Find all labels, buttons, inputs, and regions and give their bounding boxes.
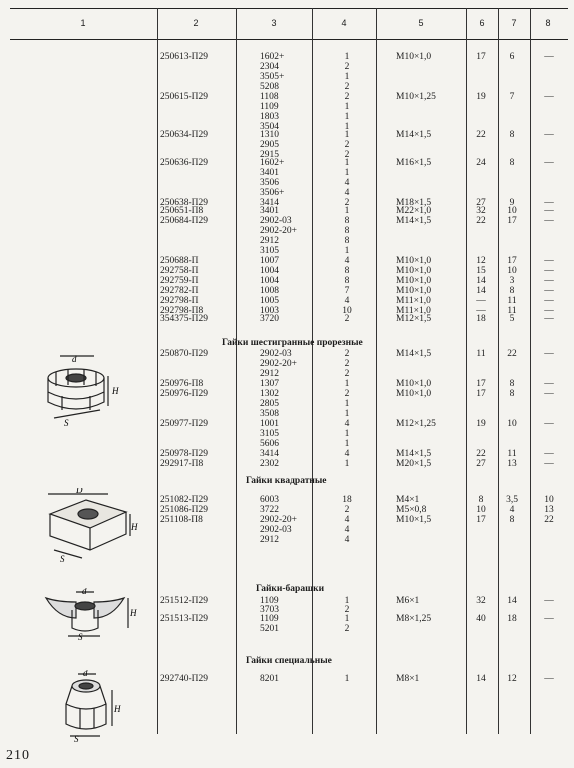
table-cell-c2: 250870-П29 [160,349,209,359]
table-cell-c4: 7 [344,286,350,296]
column-divider [498,8,499,734]
table-cell-c3: 1602+ [260,52,285,62]
table-cell-c2: 250615-П29 [160,92,209,102]
table-cell-c8: — [544,379,554,389]
dimension-label-s: S [78,632,83,640]
table-cell-c5: M8×1,25 [396,614,432,624]
table-cell-c7: 18 [507,614,517,624]
table-cell-c7: 14 [507,596,517,606]
table-cell-c2: 292917-П8 [160,459,204,469]
table-cell-c4: 1 [344,409,350,419]
table-cell-c5: M10×1,0 [396,276,432,286]
table-cell-c2: 251513-П29 [160,614,209,624]
table-cell-c6: 17 [476,389,486,399]
section-title-wing-nuts: Гайки-барашки [256,584,325,594]
table-cell-c3: 2902-20+ [260,515,298,525]
table-cell-c5: M16×1,5 [396,158,432,168]
table-cell-c6: 32 [476,596,486,606]
table-cell-c8: — [544,419,554,429]
table-cell-c7: 8 [509,130,515,140]
wing-nut-drawing [40,588,140,640]
table-cell-c6: — [476,306,486,316]
table-cell-c4: 4 [344,419,350,429]
table-cell-c4: 1 [344,596,350,606]
table-cell-c5: M5×0,8 [396,505,427,515]
table-cell-c3: 1005 [260,296,279,306]
table-cell-c2: 250636-П29 [160,158,209,168]
table-cell-c7: 8 [509,379,515,389]
table-cell-c4: 2 [344,150,350,160]
section-title-special-nuts: Гайки специальные [246,656,332,666]
table-cell-c6: 14 [476,674,486,684]
table-cell-c2: 250613-П29 [160,52,209,62]
table-cell-c3: 3508 [260,409,279,419]
table-cell-c3: 2915 [260,150,279,160]
table-cell-c3: 3506 [260,178,279,188]
table-cell-c7: 11 [507,306,517,316]
column-divider [466,8,467,734]
table-cell-c7: 8 [509,389,515,399]
table-cell-c4: 1 [344,122,350,132]
table-cell-c3: 2304 [260,62,279,72]
table-cell-c3: 1108 [260,92,279,102]
table-cell-c7: 12 [507,674,517,684]
table-cell-c5: M10×1,25 [396,92,436,102]
table-cell-c6: 17 [476,52,486,62]
table-cell-c3: 1109 [260,614,279,624]
table-cell-c6: 18 [476,314,486,324]
table-cell-c2: 292758-П [160,266,199,276]
table-cell-c6: 8 [478,495,484,505]
table-cell-c5: M22×1,0 [396,206,432,216]
table-cell-c3: 1007 [260,256,279,266]
table-cell-c6: 15 [476,266,486,276]
table-cell-c3: 2912 [260,535,279,545]
table-cell-c4: 1 [344,102,350,112]
table-cell-c8: 22 [544,515,554,525]
table-cell-c3: 2805 [260,399,279,409]
table-cell-c4: 8 [344,236,350,246]
table-cell-c4: 2 [344,82,350,92]
table-cell-c5: M10×1,0 [396,389,432,399]
table-cell-c8: — [544,389,554,399]
table-cell-c2: 250651-П8 [160,206,204,216]
header-col-7: 7 [511,18,517,28]
table-cell-c7: 9 [509,198,515,208]
table-cell-c3: 6003 [260,495,279,505]
table-cell-c6: 40 [476,614,486,624]
table-cell-c3: 3105 [260,246,279,256]
table-cell-c7: 10 [507,419,517,429]
table-cell-c2: 292782-П [160,286,199,296]
table-cell-c3: 5208 [260,82,279,92]
table-cell-c6: 14 [476,286,486,296]
table-cell-c8: — [544,266,554,276]
table-cell-c4: 2 [344,389,350,399]
dimension-label-d: d [83,670,88,678]
table-cell-c3: 3703 [260,605,279,615]
header-col-6: 6 [479,18,485,28]
table-cell-c8: 10 [544,495,554,505]
table-cell-c3: 3504 [260,122,279,132]
table-cell-c8: — [544,296,554,306]
table-cell-c3: 3105 [260,429,279,439]
table-cell-c8: — [544,92,554,102]
table-cell-c2: 250684-П29 [160,216,209,226]
header-col-2: 2 [193,18,199,28]
table-cell-c2: 251082-П29 [160,495,209,505]
table-cell-c2: 250978-П29 [160,449,209,459]
table-cell-c5: M20×1,5 [396,459,432,469]
table-cell-c7: 4 [509,505,515,515]
table-cell-c3: 1109 [260,102,279,112]
table-cell-c4: 2 [344,92,350,102]
table-cell-c4: 1 [344,206,350,216]
table-cell-c3: 1008 [260,286,279,296]
table-cell-c7: 10 [507,266,517,276]
table-cell-c2: 250638-П29 [160,198,209,208]
table-cell-c8: — [544,349,554,359]
table-cell-c4: 2 [344,349,350,359]
dimension-label-s: S [64,418,69,428]
table-cell-c5: M11×1,0 [396,306,431,316]
table-cell-c6: 22 [476,216,486,226]
section-title-square-nuts: Гайки квадратные [246,476,327,486]
table-cell-c3: 2902-03 [260,525,292,535]
column-divider [376,8,377,734]
column-divider [157,8,158,734]
table-cell-c2: 250976-П8 [160,379,204,389]
table-cell-c5: M10×1,0 [396,266,432,276]
table-cell-c3: 2905 [260,140,279,150]
table-cell-c4: 10 [342,306,352,316]
table-cell-c6: 12 [476,256,486,266]
table-cell-c5: M14×1,5 [396,130,432,140]
table-cell-c3: 2902-20+ [260,359,298,369]
table-cell-c7: 11 [507,449,517,459]
table-cell-c3: 3505+ [260,72,285,82]
table-cell-c3: 1803 [260,112,279,122]
table-cell-c3: 2912 [260,369,279,379]
table-cell-c6: 10 [476,505,486,515]
table-cell-c4: 4 [344,449,350,459]
table-cell-c6: 14 [476,276,486,286]
table-cell-c4: 1 [344,439,350,449]
table-cell-c8: 13 [544,505,554,515]
table-cell-c3: 1004 [260,276,279,286]
table-cell-c4: 1 [344,429,350,439]
table-cell-c4: 1 [344,72,350,82]
table-cell-c4: 4 [344,296,350,306]
table-cell-c7: 7 [509,92,515,102]
table-cell-c3: 2902-03 [260,216,292,226]
table-cell-c3: 1003 [260,306,279,316]
table-cell-c6: 32 [476,206,486,216]
table-cell-c5: M14×1,5 [396,216,432,226]
castle-nut-drawing [34,352,134,428]
table-cell-c8: — [544,614,554,624]
table-cell-c5: M8×1 [396,674,420,684]
dimension-label-h: H [112,386,119,396]
table-cell-c8: — [544,198,554,208]
table-cell-c4: 1 [344,52,350,62]
table-cell-c2: 250977-П29 [160,419,209,429]
dimension-label-s: S [74,734,79,742]
table-cell-c2: 251086-П29 [160,505,209,515]
table-cell-c6: 24 [476,158,486,168]
table-cell-c4: 1 [344,399,350,409]
table-cell-c3: 1602+ [260,158,285,168]
table-cell-c3: 1001 [260,419,279,429]
table-cell-c2: 292798-П [160,296,199,306]
table-cell-c3: 1302 [260,389,279,399]
dimension-label-d: d [72,354,77,364]
table-cell-c5: M18×1,5 [396,198,432,208]
table-cell-c5: M12×1,25 [396,419,436,429]
table-cell-c2: 292740-П29 [160,674,209,684]
table-cell-c6: 27 [476,198,486,208]
table-cell-c7: 13 [507,459,517,469]
dimension-label-h: H [131,522,138,532]
dimension-label-h: H [114,704,121,714]
table-cell-c5: M6×1 [396,596,420,606]
table-cell-c8: — [544,276,554,286]
table-cell-c4: 2 [344,62,350,72]
table-cell-c6: 19 [476,419,486,429]
table-cell-c4: 2 [344,198,350,208]
dimension-label-d: D [76,488,83,495]
table-cell-c2: 292759-П [160,276,199,286]
table-cell-c2: 250634-П29 [160,130,209,140]
table-cell-c7: 5 [509,314,515,324]
table-cell-c4: 4 [344,178,350,188]
table-cell-c4: 1 [344,459,350,469]
table-cell-c7: 17 [507,216,517,226]
table-cell-c4: 1 [344,379,350,389]
table-cell-c8: — [544,158,554,168]
table-cell-c3: 3506+ [260,188,285,198]
table-cell-c4: 2 [344,359,350,369]
table-cell-c5: M14×1,5 [396,349,432,359]
dimension-label-d: d [82,588,87,596]
header-col-1: 1 [80,18,86,28]
table-cell-c5: M10×1,0 [396,379,432,389]
table-cell-c4: 4 [344,535,350,545]
table-cell-c8: — [544,306,554,316]
table-cell-c2: 251512-П29 [160,596,209,606]
table-cell-c4: 1 [344,158,350,168]
table-cell-c3: 3722 [260,505,279,515]
table-cell-c6: 19 [476,92,486,102]
table-cell-c4: 1 [344,130,350,140]
section-title-castle-nuts: Гайки шестигранные прорезные [222,338,363,348]
table-cell-c5: M14×1,5 [396,449,432,459]
table-cell-c3: 2302 [260,459,279,469]
table-cell-c7: 10 [507,206,517,216]
table-cell-c4: 8 [344,226,350,236]
table-cell-c8: — [544,206,554,216]
table-cell-c5: M4×1 [396,495,420,505]
table-cell-c4: 2 [344,624,350,634]
table-cell-c3: 3414 [260,449,279,459]
table-cell-c6: 27 [476,459,486,469]
table-cell-c5: M10×1,0 [396,256,432,266]
table-cell-c4: 1 [344,112,350,122]
table-cell-c7: 3 [509,276,515,286]
table-cell-c8: — [544,449,554,459]
table-cell-c5: M10×1,0 [396,52,432,62]
table-cell-c4: 4 [344,188,350,198]
header-col-8: 8 [545,18,551,28]
table-cell-c4: 2 [344,605,350,615]
header-col-3: 3 [271,18,277,28]
table-cell-c8: — [544,256,554,266]
table-cell-c2: 250688-П [160,256,199,266]
header-col-4: 4 [341,18,347,28]
table-cell-c4: 2 [344,140,350,150]
table-cell-c5: M11×1,0 [396,296,431,306]
table-cell-c4: 2 [344,314,350,324]
table-cell-c8: — [544,459,554,469]
table-cell-c6: 17 [476,379,486,389]
table-cell-c4: 2 [344,505,350,515]
table-cell-c2: 292798-П8 [160,306,204,316]
table-cell-c3: 5606 [260,439,279,449]
table-cell-c6: — [476,296,486,306]
table-cell-c5: M10×1,0 [396,286,432,296]
table-cell-c4: 8 [344,216,350,226]
table-cell-c2: 354375-П29 [160,314,209,324]
table-cell-c3: 3401 [260,168,279,178]
table-cell-c7: 6 [509,52,515,62]
special-nut-drawing [50,670,130,742]
table-cell-c2: 250976-П29 [160,389,209,399]
table-cell-c7: 11 [507,296,517,306]
table-cell-c3: 5201 [260,624,279,634]
column-divider [312,8,313,734]
dimension-label-h: H [130,608,137,618]
table-cell-c4: 8 [344,266,350,276]
table-cell-c3: 3401 [260,206,279,216]
table-cell-c3: 2902-20+ [260,226,298,236]
table-cell-c8: — [544,216,554,226]
table-cell-c4: 1 [344,246,350,256]
column-divider [236,8,237,734]
square-nut-drawing [42,488,138,564]
table-cell-c5: M12×1,5 [396,314,432,324]
table-cell-c8: — [544,596,554,606]
table-cell-c4: 1 [344,168,350,178]
table-cell-c5: M10×1,5 [396,515,432,525]
table-cell-c8: — [544,52,554,62]
table-cell-c4: 8 [344,276,350,286]
table-cell-c4: 2 [344,369,350,379]
table-cell-c7: 22 [507,349,517,359]
table-cell-c6: 22 [476,130,486,140]
table-cell-c4: 1 [344,674,350,684]
table-cell-c7: 3,5 [506,495,518,505]
table-cell-c3: 3720 [260,314,279,324]
table-cell-c3: 1004 [260,266,279,276]
table-cell-c4: 1 [344,614,350,624]
table-cell-c8: — [544,314,554,324]
table-cell-c4: 18 [342,495,352,505]
table-cell-c6: 22 [476,449,486,459]
table-cell-c4: 4 [344,256,350,266]
table-cell-c4: 4 [344,515,350,525]
table-cell-c7: 17 [507,256,517,266]
table-cell-c8: — [544,674,554,684]
table-cell-c4: 4 [344,525,350,535]
table-cell-c3: 1307 [260,379,279,389]
dimension-label-s: S [60,554,65,564]
table-cell-c7: 8 [509,286,515,296]
table-cell-c3: 3414 [260,198,279,208]
table-cell-c8: — [544,286,554,296]
table-cell-c2: 251108-П8 [160,515,203,525]
header-col-5: 5 [418,18,424,28]
table-cell-c3: 8201 [260,674,279,684]
column-divider [530,8,531,734]
table-cell-c6: 11 [476,349,486,359]
table-cell-c8: — [544,130,554,140]
table-cell-c3: 2902-03 [260,349,292,359]
table-cell-c3: 1109 [260,596,279,606]
table-cell-c7: 8 [509,158,515,168]
table-cell-c6: 17 [476,515,486,525]
table-cell-c7: 8 [509,515,515,525]
table-cell-c3: 2912 [260,236,279,246]
page-number: 210 [6,748,30,763]
table-cell-c3: 1310 [260,130,279,140]
